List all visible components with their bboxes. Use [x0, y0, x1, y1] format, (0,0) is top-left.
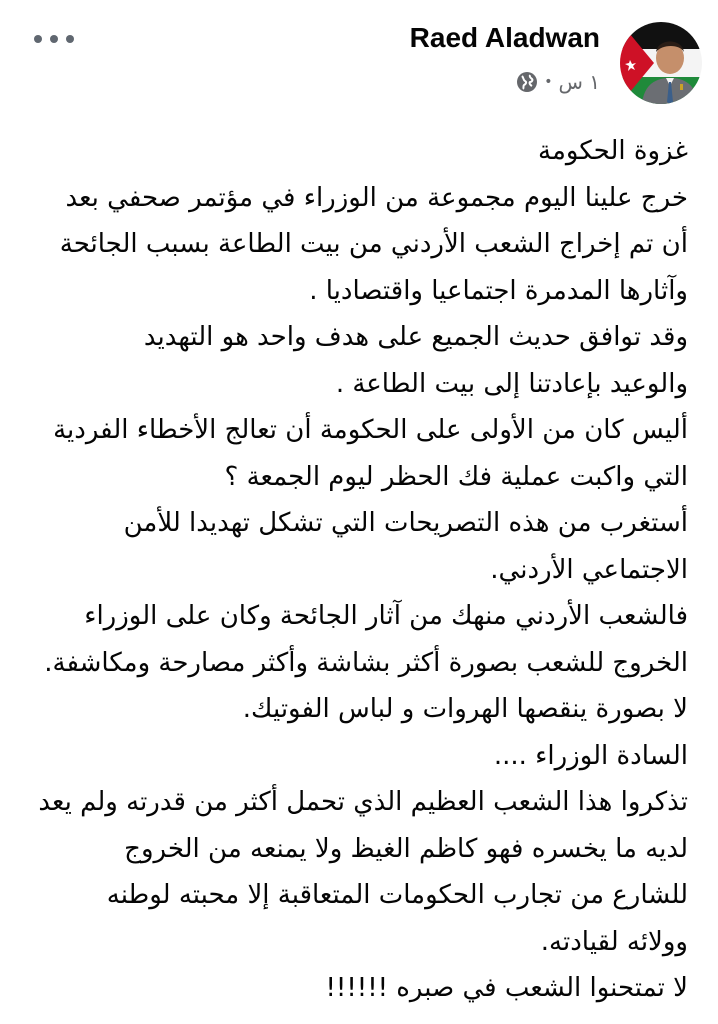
post-text-line: أن تم إخراج الشعب الأردني من بيت الطاعة بسبب الجائحة — [59, 229, 688, 259]
post-text-line: وآثارها المدمرة اجتماعيا واقتصاديا . — [309, 275, 688, 306]
post-text-line: أليس كان من الأولى على الحكومة أن تعالج الأخطاء الفردية — [53, 415, 688, 445]
post-text-line: السادة الوزراء .... — [493, 740, 688, 771]
author-name[interactable]: Raed Aladwan — [409, 22, 600, 53]
post-text-line: وقد توافق حديث الجميع على هدف واحد هو التهديد — [143, 322, 688, 352]
post-text-line: الخروج للشعب بصورة أكثر بشاشة وأكثر مصارحة ومكاشفة. — [44, 647, 688, 678]
post-header — [0, 0, 718, 112]
post-text-line: أستغرب من هذه التصريحات التي تشكل تهديدا للأمن — [123, 508, 688, 538]
post-text-line: للشارع من تجارب الحكومات المتعاقبة إلا محبته لوطنه — [106, 880, 688, 910]
post-text-line: لديه ما يخسره فهو كاظم الغيظ ولا يمنعه من الخروج — [124, 833, 688, 864]
post-text-line: تذكروا هذا الشعب العظيم الذي تحمل أكثر من قدرته ولم يعد — [38, 787, 688, 817]
post-text-line: غزوة الحكومة — [538, 136, 688, 166]
post-text-line: فالشعب الأردني منهك من آثار الجائحة وكان على الوزراء — [84, 601, 688, 631]
post-body — [18, 128, 688, 1012]
more-dots-icon — [34, 35, 42, 43]
post-text-line: التي واكبت عملية فك الحظر ليوم الجمعة ؟ — [224, 461, 688, 492]
post-text-line: لا تمتحنوا الشعب في صبره !!!!!! — [325, 973, 688, 1003]
post-text-line: خرج علينا اليوم مجموعة من الوزراء في مؤتمر صحفي بعد — [65, 182, 688, 213]
meta-separator: • — [544, 74, 553, 90]
more-options-button[interactable] — [34, 28, 74, 50]
globe-icon[interactable] — [516, 71, 538, 93]
post-text-line: لا بصورة ينقصها الهروات و لباس الفوتيك. — [242, 694, 688, 724]
post-meta — [516, 70, 600, 94]
avatar[interactable] — [620, 22, 702, 104]
post-text-line: الاجتماعي الأردني. — [490, 554, 688, 585]
post-text-line: وولائه لقيادته. — [540, 926, 688, 957]
post-text-line: والوعيد بإعادتنا إلى بيت الطاعة . — [335, 368, 688, 399]
post-time[interactable]: ١ س — [558, 70, 600, 94]
